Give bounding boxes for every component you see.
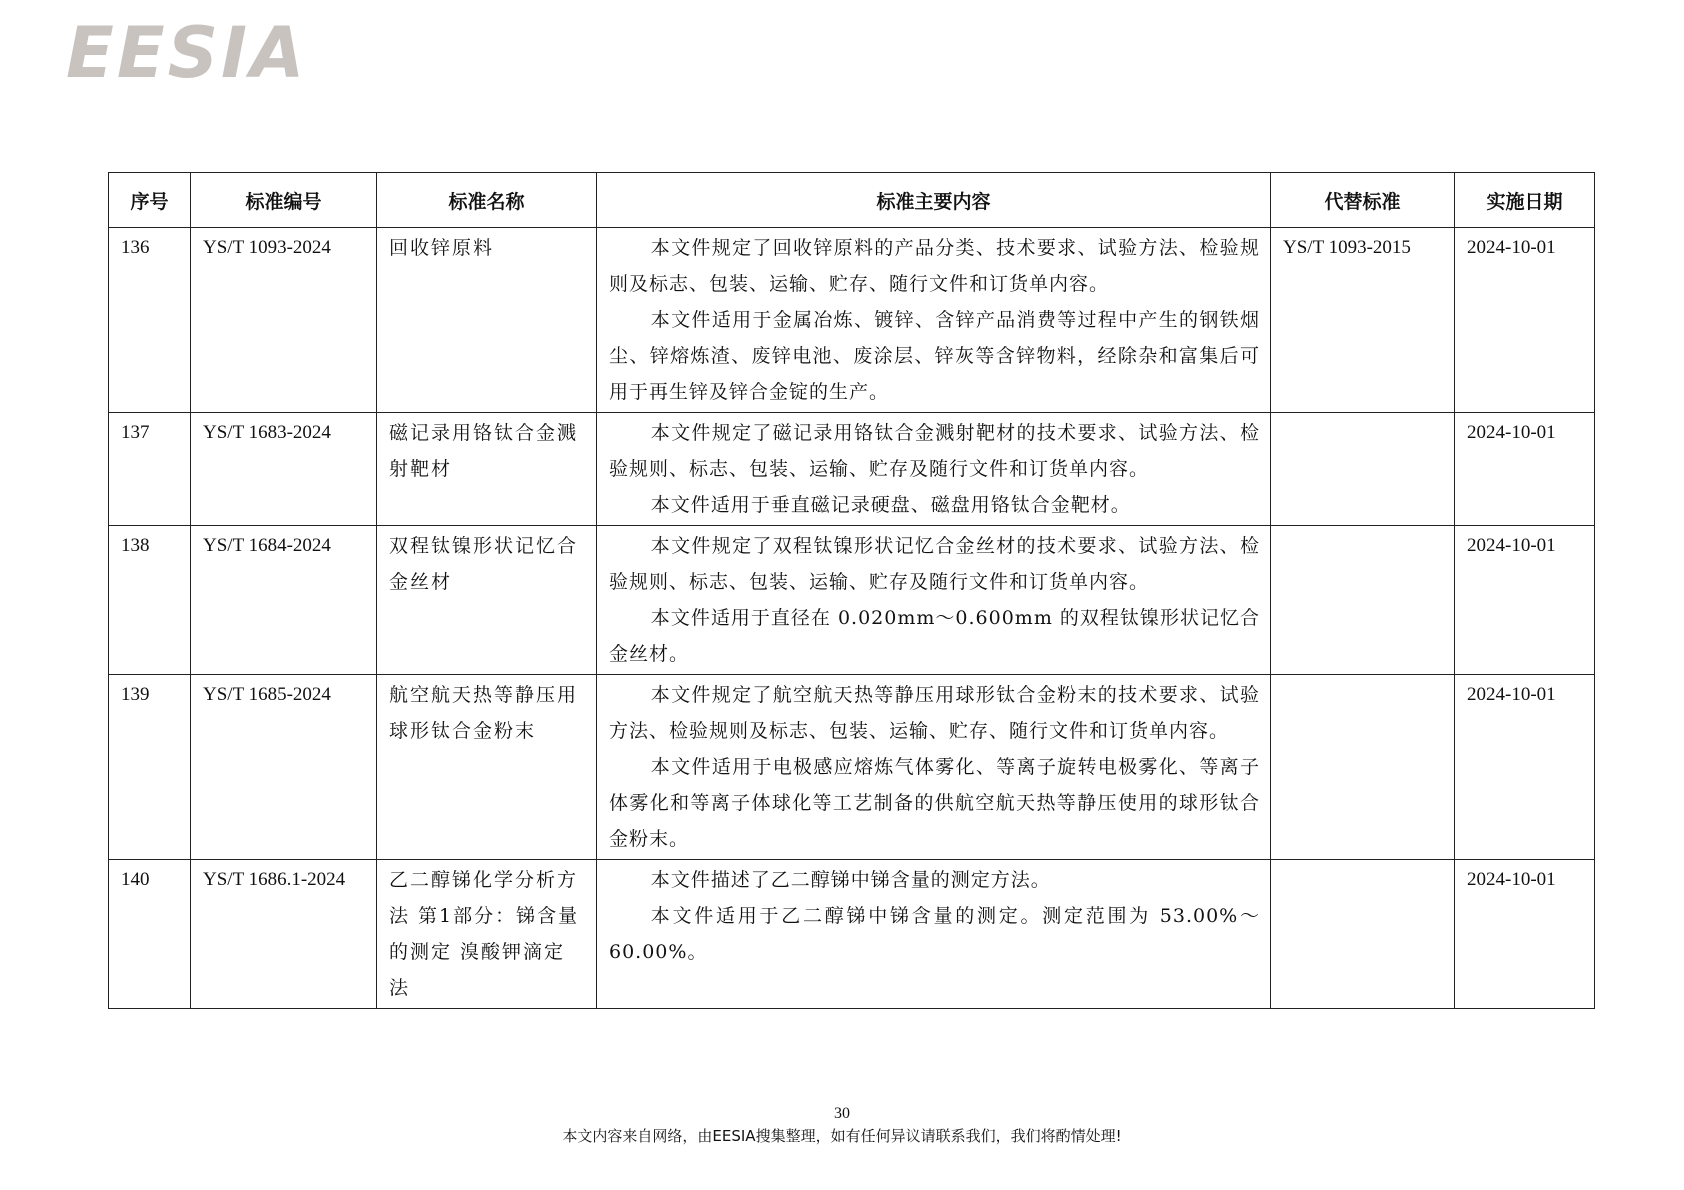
content-paragraph: 本文件规定了航空航天热等静压用球形钛合金粉末的技术要求、试验方法、检验规则及标志、包装、运输、贮存、随行文件和订货单内容。 bbox=[609, 684, 1260, 742]
row-standard-name: 双程钛镍形状记忆合金丝材 bbox=[377, 526, 597, 675]
row-effective-date: 2024-10-01 bbox=[1455, 860, 1595, 1009]
row-effective-date: 2024-10-01 bbox=[1455, 675, 1595, 860]
content-paragraph: 本文件适用于直径在 0.020mm～0.600mm 的双程钛镍形状记忆合金丝材。 bbox=[609, 607, 1260, 665]
header-serial: 序号 bbox=[109, 173, 191, 228]
header-replaced-standard: 代替标准 bbox=[1271, 173, 1455, 228]
row-standard-name: 航空航天热等静压用球形钛合金粉末 bbox=[377, 675, 597, 860]
row-serial: 138 bbox=[109, 526, 191, 675]
row-serial: 139 bbox=[109, 675, 191, 860]
row-replaced-standard bbox=[1271, 675, 1455, 860]
row-serial: 140 bbox=[109, 860, 191, 1009]
row-standard-name: 回收锌原料 bbox=[377, 228, 597, 413]
header-standard-name: 标准名称 bbox=[377, 173, 597, 228]
content-paragraph: 本文件适用于垂直磁记录硬盘、磁盘用铬钛合金靶材。 bbox=[650, 494, 1131, 516]
content-paragraph: 本文件规定了磁记录用铬钛合金溅射靶材的技术要求、试验方法、检验规则、标志、包装、运输、贮存及随行文件和订货单内容。 bbox=[609, 422, 1260, 480]
table-header-row bbox=[109, 173, 1595, 228]
table-row bbox=[109, 413, 1595, 526]
table-row bbox=[109, 675, 1595, 860]
content-paragraph: 本文件适用于乙二醇锑中锑含量的测定。测定范围为 53.00%～60.00%。 bbox=[609, 905, 1260, 963]
page-number: 30 bbox=[834, 1105, 850, 1122]
row-main-content bbox=[597, 675, 1271, 860]
content-paragraph: 本文件适用于电极感应熔炼气体雾化、等离子旋转电极雾化、等离子体雾化和等离子体球化等工艺制备的供航空航天热等静压使用的球形钛合金粉末。 bbox=[609, 756, 1260, 850]
content-paragraph: 本文件规定了回收锌原料的产品分类、技术要求、试验方法、检验规则及标志、包装、运输、贮存、随行文件和订货单内容。 bbox=[609, 237, 1260, 295]
row-replaced-standard bbox=[1271, 413, 1455, 526]
row-standard-code: YS/T 1684-2024 bbox=[191, 526, 377, 675]
row-standard-code: YS/T 1093-2024 bbox=[191, 228, 377, 413]
header-effective-date: 实施日期 bbox=[1455, 173, 1595, 228]
row-effective-date: 2024-10-01 bbox=[1455, 228, 1595, 413]
row-standard-name: 磁记录用铬钛合金溅射靶材 bbox=[377, 413, 597, 526]
row-effective-date: 2024-10-01 bbox=[1455, 526, 1595, 675]
row-main-content bbox=[597, 526, 1271, 675]
row-effective-date: 2024-10-01 bbox=[1455, 413, 1595, 526]
row-replaced-standard bbox=[1271, 526, 1455, 675]
row-serial: 137 bbox=[109, 413, 191, 526]
content-paragraph: 本文件描述了乙二醇锑中锑含量的测定方法。 bbox=[650, 869, 1051, 891]
standards-table bbox=[108, 172, 1595, 1009]
row-serial: 136 bbox=[109, 228, 191, 413]
row-replaced-standard bbox=[1271, 860, 1455, 1009]
row-main-content bbox=[597, 228, 1271, 413]
row-main-content bbox=[597, 860, 1271, 1009]
table-row bbox=[109, 526, 1595, 675]
table-row bbox=[109, 228, 1595, 413]
header-standard-code: 标准编号 bbox=[191, 173, 377, 228]
eesia-logo: EESIA bbox=[66, 12, 308, 94]
content-paragraph: 本文件规定了双程钛镍形状记忆合金丝材的技术要求、试验方法、检验规则、标志、包装、运输、贮存及随行文件和订货单内容。 bbox=[609, 535, 1260, 593]
row-replaced-standard: YS/T 1093-2015 bbox=[1271, 228, 1455, 413]
row-main-content bbox=[597, 413, 1271, 526]
table-row bbox=[109, 860, 1595, 1009]
row-standard-code: YS/T 1685-2024 bbox=[191, 675, 377, 860]
footer-disclaimer: 本文内容来自网络，由EESIA搜集整理，如有任何异议请联系我们，我们将酌情处理! bbox=[562, 1127, 1122, 1145]
header-main-content: 标准主要内容 bbox=[597, 173, 1271, 228]
row-standard-code: YS/T 1683-2024 bbox=[191, 413, 377, 526]
content-paragraph: 本文件适用于金属冶炼、镀锌、含锌产品消费等过程中产生的钢铁烟尘、锌熔炼渣、废锌电池、废涂层、锌灰等含锌物料，经除杂和富集后可用于再生锌及锌合金锭的生产。 bbox=[609, 309, 1260, 403]
row-standard-name: 乙二醇锑化学分析方法 第1部分：锑含量的测定 溴酸钾滴定法 bbox=[377, 860, 597, 1009]
row-standard-code: YS/T 1686.1-2024 bbox=[191, 860, 377, 1009]
